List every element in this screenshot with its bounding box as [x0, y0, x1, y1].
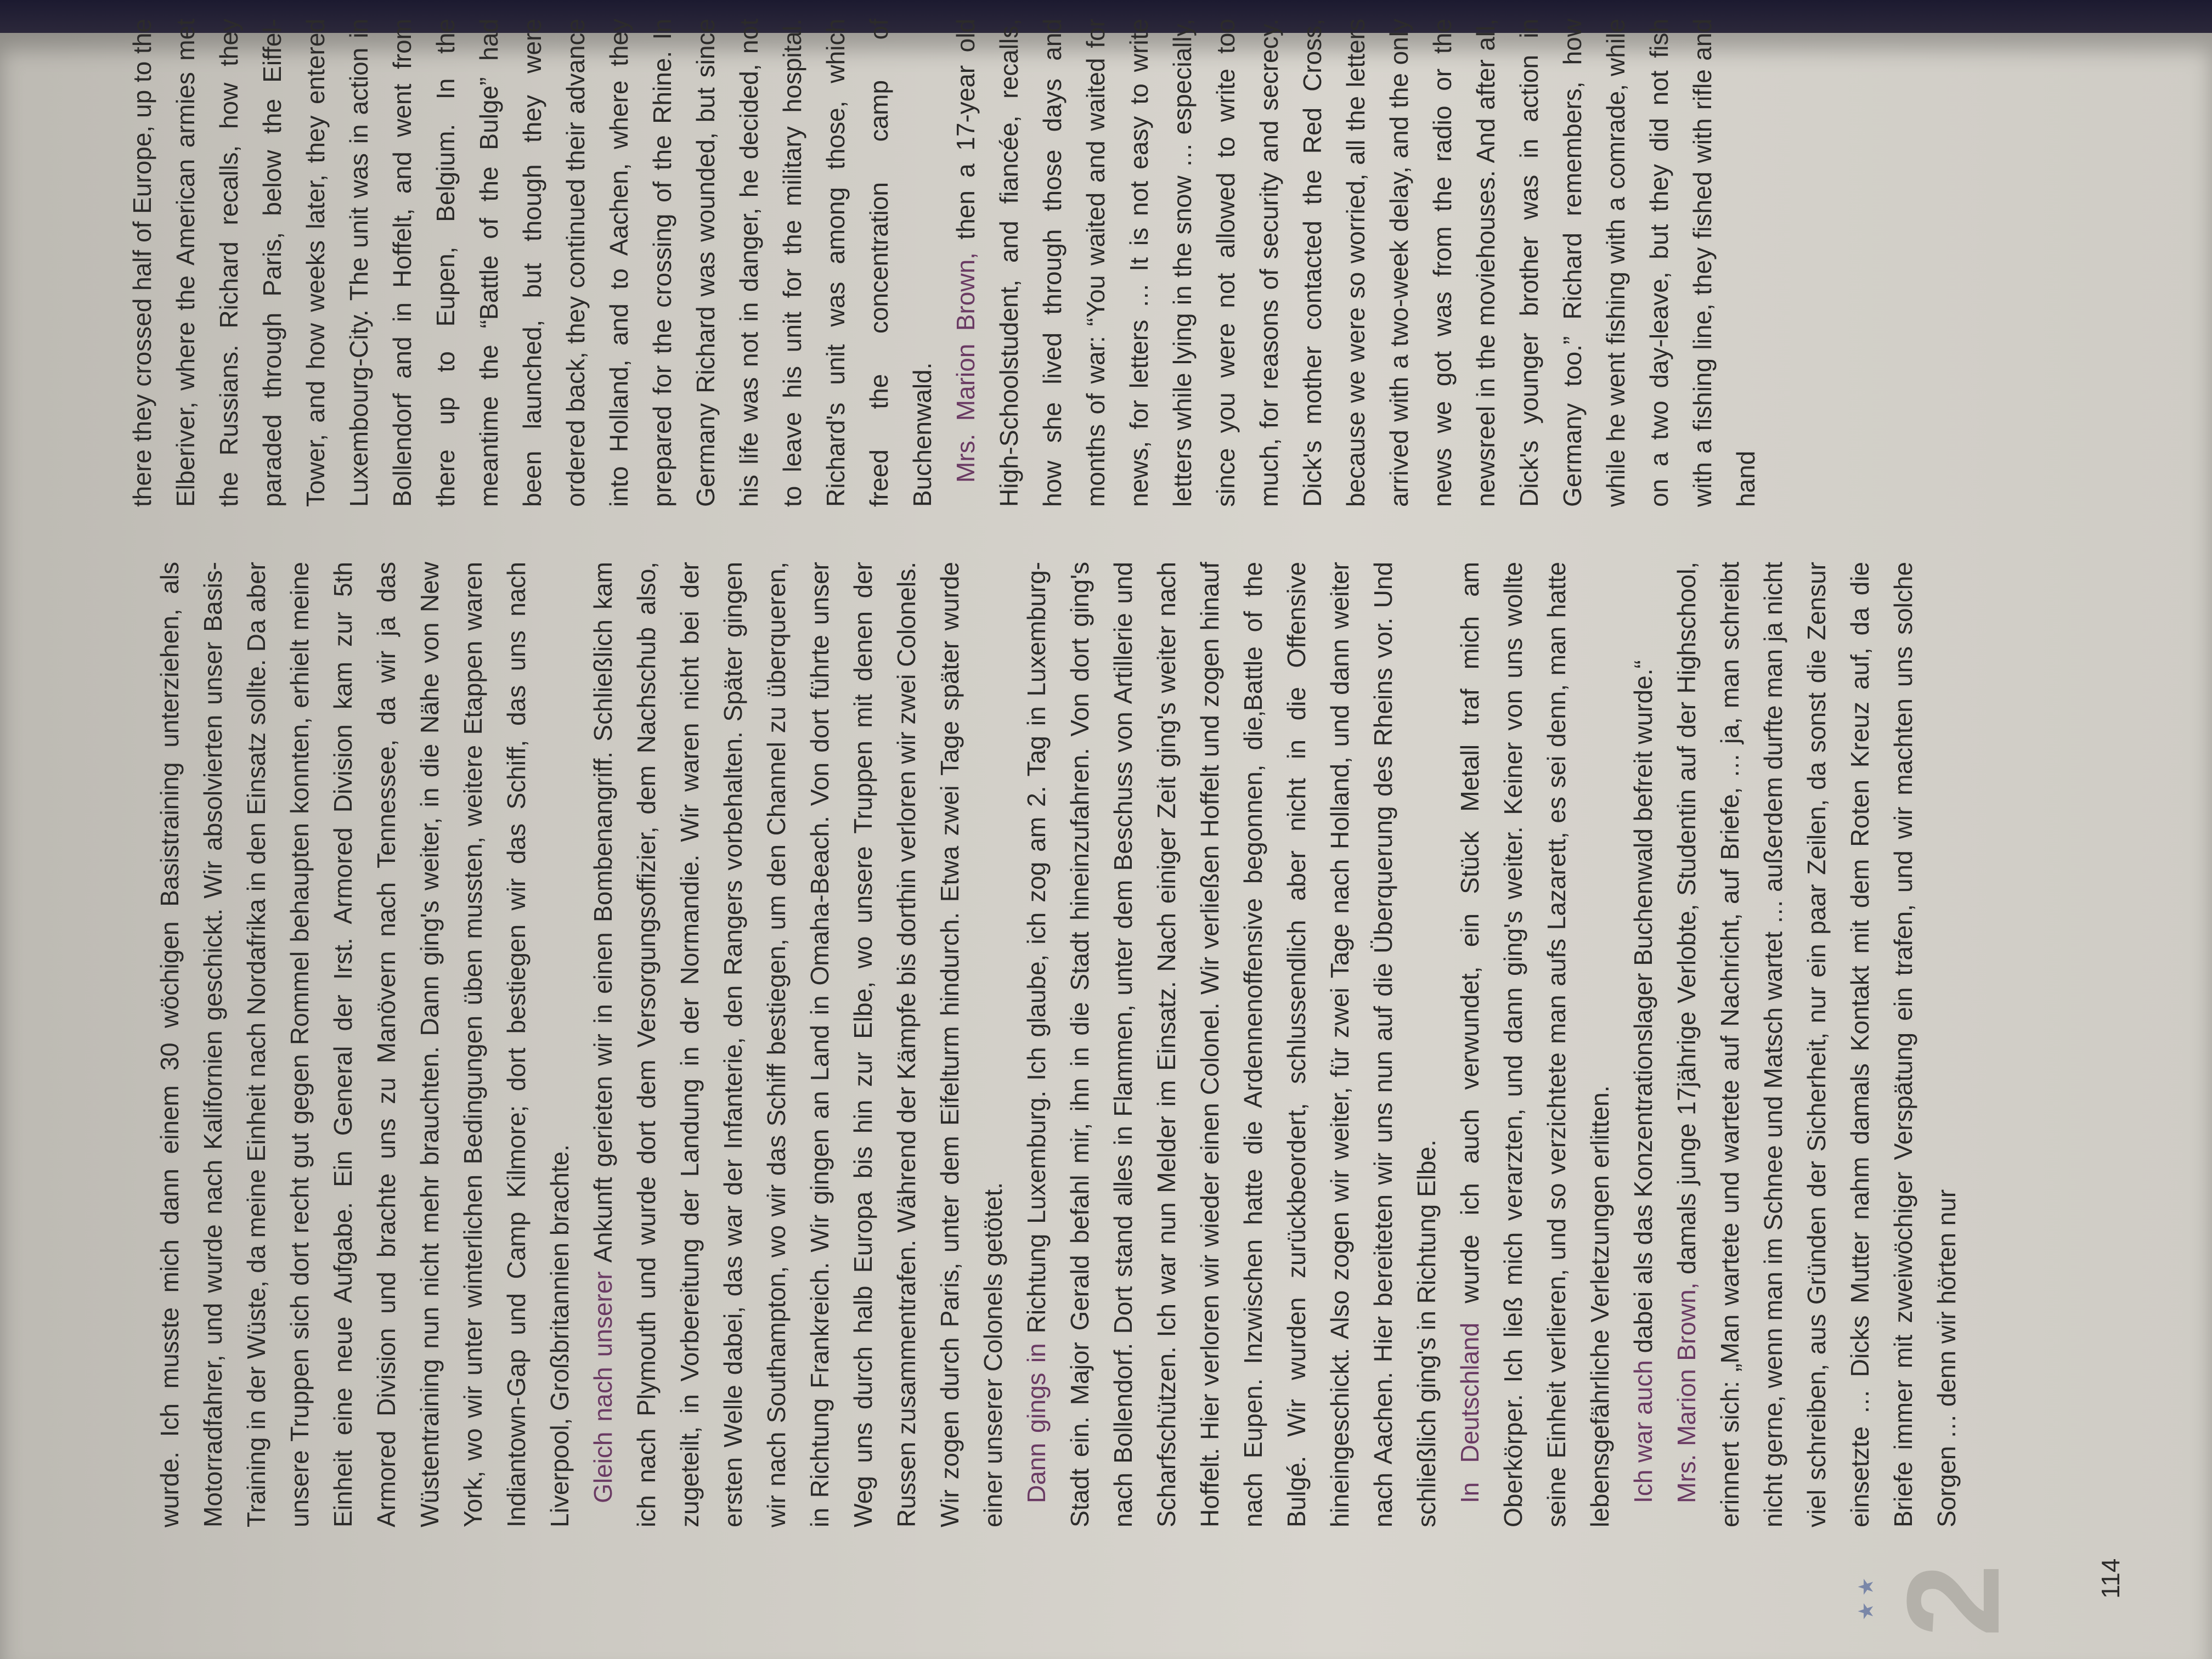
english-paragraph-1: there they crossed half of Europe, up to the Elberiver, where the American armies met the Russians. Richard recalls, how they paraded through Paris, below the Eiffel-Tower, and how weeks later, they entered Luxembourg-City. The unit was in action in Bollendorf and in Hoffelt, and went from there up to Eupen, Belgium. In the meantime the “Battle of the Bulge” had been launched, but though they were ordered back, they continued their advance into Holland, and to Aachen, where they prepared for the crossing of the Rhine. In Germany Richard was wounded, but since his life was not in danger, he decided, not to leave his unit for the military hospital. Richard's unit was among those, which freed the concentration camp of Buchenwald.	[128, 19, 936, 507]
german-paragraph-4-lead: In Deutschland	[1455, 1322, 1484, 1503]
german-paragraph-3-body: Richtung Luxemburg. Ich glaube, ich zog am 2. Tag in Luxemburg-Stadt ein. Major Gerald befahl mir, ihn in die Stadt hineinzufahren. Von dort ging's nach Bollendorf. Dort stand alles in Flammen, unter dem Beschuss von Artillerie und Scharfschützen. Ich war nun Melder im Einsatz. Nach einiger Zeit ging's weiter nach Hoffelt. Hier verloren wir wieder einen Colonel. Wir verließen Hoffelt und zogen hinauf nach Eupen. Inzwischen hatte die Ardennenoffensive begonnen, die‚Battle of the Bulgé. Wir wurden zurückbeordert, schlussendlich aber nicht in die Offensive hineingeschickt. Also zogen wir weiter, für zwei Tage nach Holland, und dann weiter nach Aachen. Hier bereiteten wir uns nun auf die Überquerung des Rheins vor. Und schließlich ging's in Richtung Elbe.	[1022, 562, 1441, 1527]
german-paragraph-5-lead: Ich war auch	[1629, 1360, 1657, 1503]
german-paragraph-5-body: dabei als das Konzentrationslager Buchenwald befreit wurde.“	[1629, 660, 1657, 1361]
german-text-column	[148, 562, 2151, 1527]
english-paragraph-2-body: then a 17-year old High-Schoolstudent, and fiancée, recalls, how she lived through those days and months of war: “You waited and waited for news, for letters … It is not easy to write letters while lying in the snow … especially, since you were not allowed to write too much, for reasons of security and secrecy. Dick's mother contacted the Red Cross, because we were so worried, all the letters arrived with a two-week delay, and the only news we got was from the radio or the newsreel in the moviehouses. And after all, Dick's younger brother was in action in Germany too.” Richard remembers, how while he went fishing with a comrade, while on a two day-leave, but they did not fish with a fishing line, they fished with rifle and hand	[951, 19, 1760, 507]
german-paragraph-6-body: damals junge 17jährige Verlobte, Studentin auf der Highschool, erinnert sich: „Man wartete und wartete auf Nachricht, auf Briefe, … ja, man schreibt nicht gerne, wenn man im Schnee und Matsch wartet … außerdem durfte man ja nicht viel schreiben, aus Gründen der Sicherheit, nur ein paar Zeilen, da sonst die Zensur einsetzte … Dicks Mutter nahm damals Kontakt mit dem Roten Kreuz auf, da die Briefe immer mit zweiwöchiger Verspätung ein trafen, und wir machten uns solche Sorgen … denn wir hörten nur	[1672, 562, 1961, 1527]
german-paragraph-4-body: wurde ich auch verwundet, ein Stück Metall traf mich am Oberkörper. Ich ließ mich verarzten, und dann ging's weiter. Keiner von uns wollte seine Einheit verlieren, und so verzichtete man aufs Lazarett, es sei denn, man hatte lebensgefährliche Verletzungen erlitten.	[1455, 562, 1614, 1527]
german-paragraph-3	[1015, 562, 1448, 1527]
star-icon: ★ ★	[1855, 1577, 1878, 1621]
german-paragraph-5	[1622, 562, 1665, 1527]
german-paragraph-3-lead: Dann gings in	[1022, 1343, 1051, 1503]
german-paragraph-2-lead: Gleich nach unserer	[589, 1271, 617, 1503]
book-page	[0, 19, 2212, 1659]
german-paragraph-1: wurde. Ich musste mich dann einem 30 wöchigen Basistraining unterziehen, als Motorradfahrer, und wurde nach Kalifornien geschickt. Wir absolvierten unser Basis-Training in der Wüste, da meine Einheit nach Nordafrika in den Einsatz sollte. Da aber unsere Truppen sich dort recht gut gegen Rommel behaupten konnten, erhielt meine Einheit eine neue Aufgabe. Ein General der Irst. Armored Division kam zur 5th Armored Division und brachte uns zu Manövern nach Tennessee, da wir ja das Wüstentraining nun nicht mehr brauchten. Dann ging's weiter, in die Nähe von New York, wo wir unter winterlichen Bedingungen üben mussten, weitere Etappen waren Indiantown-Gap und Camp Kilmore; dort bestiegen wir das Schiff, das uns nach Liverpool, Großbritannien brachte.	[155, 562, 574, 1527]
english-paragraph-2-lead: Mrs. Marion Brown,	[951, 252, 980, 483]
english-paragraph-2	[944, 19, 1768, 507]
german-paragraph-6-lead: Mrs. Marion Brown,	[1672, 1282, 1701, 1503]
german-paragraph-4	[1448, 562, 1622, 1527]
chapter-number: 2	[1880, 1564, 2027, 1637]
german-paragraph-6	[1665, 562, 1968, 1527]
page-content	[0, 19, 2212, 1659]
chapter-marker	[1854, 1560, 2041, 1637]
german-paragraph-2-body: Ankunft gerieten wir in einen Bombenangriff. Schließlich kam ich nach Plymouth und wurde dort dem Versorgungsoffizier, dem Nachschub also, zugeteilt, in Vorbereitung der Landung in der Normandie. Wir waren nicht bei der ersten Welle dabei, das war der Infanterie, den Rangers vorbehalten. Später gingen wir nach Southampton, wo wir das Schiff bestiegen, um den Channel zu überqueren, in Richtung Frankreich. Wir gingen an Land in Omaha-Beach. Von dort führte unser Weg uns durch halb Europa bis hin zur Elbe, wo unsere Truppen mit denen der Russen zusammentrafen. Während der Kämpfe bis dorthin verloren wir zwei Colonels. Wir zogen durch Paris, unter dem Eifelturm hindurch. Etwa zwei Tage später wurde einer unserer Colonels getötet.	[589, 562, 1007, 1527]
english-text-column	[121, 19, 2151, 507]
german-paragraph-2	[582, 562, 1015, 1527]
page-number: 114	[2096, 1558, 2125, 1599]
